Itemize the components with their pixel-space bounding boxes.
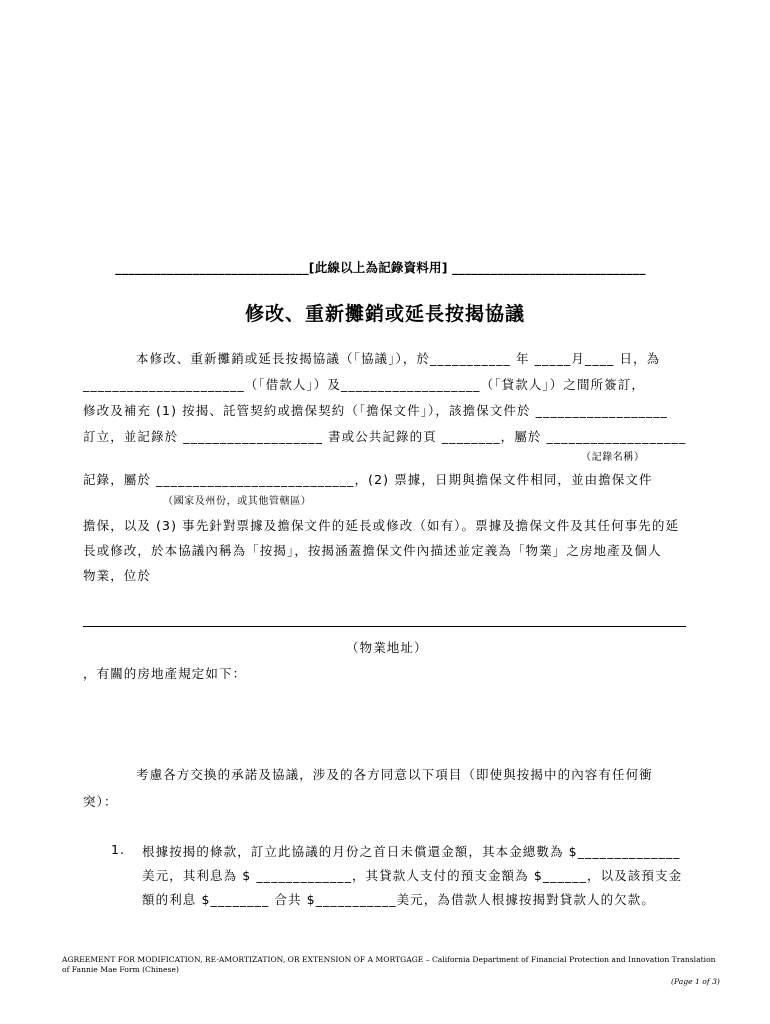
paragraph1-line4: 訂立，並記錄於 ___________________ 書或公共記錄的頁 ________，屬於 ___________________: [83, 429, 687, 444]
record-name-caption: （記錄名稱）: [581, 452, 645, 463]
consideration-line2: 突）：: [83, 794, 118, 809]
property-provisions-text: ，有關的房地產規定如下：: [83, 666, 247, 681]
paragraph1-line6: 擔保，以及 (3) 事先針對票據及擔保文件的延長或修改（如有）。票據及擔保文件及其任何事先的延: [83, 518, 680, 533]
property-address-line: [83, 626, 686, 627]
recorder-use-line: ______________________________[此線以上為記錄資料用] ______________________________: [115, 260, 646, 275]
property-address-caption: （物業地址）: [346, 640, 428, 655]
paragraph1-line2: ______________________（「借款人」）及___________________（「貸款人」）之間所簽訂，: [83, 377, 645, 392]
document-title: 修改、重新攤銷或延長按揭協議: [244, 303, 525, 325]
page-number: (Page 1 of 3): [671, 977, 720, 986]
consideration-line1: 考慮各方交換的承諾及協議，涉及的各方同意以下項目（即使與按揭中的內容有任何衝: [136, 767, 653, 782]
footer-text: AGREEMENT FOR MODIFICATION, RE-AMORTIZATION, OR EXTENSION OF A MORTGAGE – California Department of Financial Protection and Innovation Translation of Fannie Mae Form (Chinese): [62, 955, 716, 974]
paragraph1-line3: 修改及補充 (1) 按揭、託管契約或擔保契約（「擔保文件」），該擔保文件於 __________________: [83, 403, 668, 418]
item1-line1: 根據按揭的條款，訂立此協議的月份之首日未償還金額，其本金總數為 $______________: [142, 844, 681, 859]
item1-line3: 額的利息 $________ 合共 $___________美元，為借款人根據按揭對貸款人的欠款。: [142, 892, 655, 907]
item1-line2: 美元，其利息為 $ _____________，其貸款人支付的預支金額為 $______，以及該預支金: [142, 868, 683, 883]
paragraph1-line7: 長或修改，於本協議內稱為「按揭」，按揭涵蓋擔保文件內描述並定義為「物業」之房地產及個人: [83, 543, 662, 558]
item1-number: 1.: [111, 842, 126, 857]
jurisdiction-caption: （國家及州份，或其他管轄區）: [163, 496, 312, 507]
paragraph1-line1: 本修改、重新攤銷或延長按揭協議（「協議」），於___________ 年 _____月____ 日，為: [136, 351, 661, 366]
paragraph1-line8: 物業，位於: [83, 568, 152, 583]
paragraph1-line5: 記錄，屬於 ___________________________，(2) 票據，日期與擔保文件相同，並由擔保文件: [83, 472, 653, 487]
